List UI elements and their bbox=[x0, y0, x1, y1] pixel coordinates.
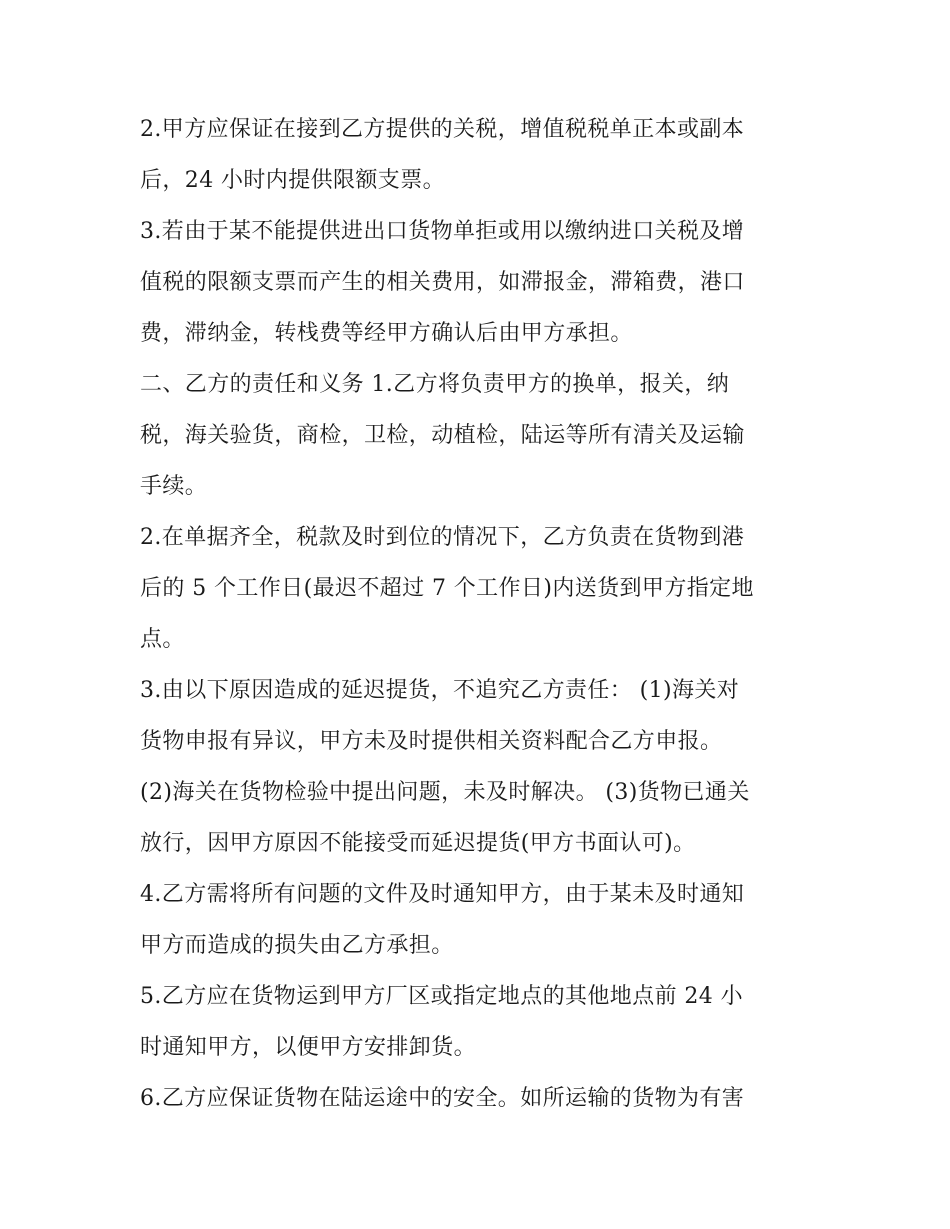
text-line: 税，海关验货，商检，卫检，动植检，陆运等所有清关及运输 bbox=[140, 423, 745, 448]
text-line: 4.乙方需将所有问题的文件及时通知甲方，由于某未及时通知 bbox=[140, 882, 745, 907]
text-line: 5.乙方应在货物运到甲方厂区或指定地点的其他地点前 24 小 bbox=[140, 984, 743, 1009]
text-line: 手续。 bbox=[140, 474, 208, 499]
text-line: 放行，因甲方原因不能接受而延迟提货(甲方书面认可)。 bbox=[140, 831, 696, 856]
text-line: 二、乙方的责任和义务 1.乙方将负责甲方的换单，报关，纳 bbox=[140, 372, 730, 397]
text-line: 货物申报有异议，甲方未及时提供相关资料配合乙方申报。 bbox=[140, 729, 723, 754]
text-line: 后的 5 个工作日(最迟不超过 7 个工作日)内送货到甲方指定地 bbox=[140, 576, 754, 601]
text-line: 值税的限额支票而产生的相关费用，如滞报金，滞箱费，港口 bbox=[140, 270, 745, 295]
text-line: 2.在单据齐全，税款及时到位的情况下，乙方负责在货物到港 bbox=[140, 525, 745, 550]
text-line: 时通知甲方，以便甲方安排卸货。 bbox=[140, 1035, 477, 1060]
text-line: 2.甲方应保证在接到乙方提供的关税，增值税税单正本或副本 bbox=[140, 117, 745, 142]
text-line: 后，24 小时内提供限额支票。 bbox=[140, 168, 445, 193]
text-line: 点。 bbox=[140, 627, 185, 652]
text-line: 甲方而造成的损失由乙方承担。 bbox=[140, 933, 454, 958]
text-line: (2)海关在货物检验中提出问题，未及时解决。 (3)货物已通关 bbox=[140, 780, 750, 805]
text-line: 3.若由于某不能提供进出口货物单拒或用以缴纳进口关税及增 bbox=[140, 219, 745, 244]
document-body bbox=[140, 104, 812, 1124]
text-line: 费，滞纳金，转栈费等经甲方确认后由甲方承担。 bbox=[140, 321, 633, 346]
text-line: 3.由以下原因造成的延迟提货，不追究乙方责任： (1)海关对 bbox=[140, 678, 740, 703]
text-line: 6.乙方应保证货物在陆运途中的安全。如所运输的货物为有害 bbox=[140, 1086, 745, 1111]
